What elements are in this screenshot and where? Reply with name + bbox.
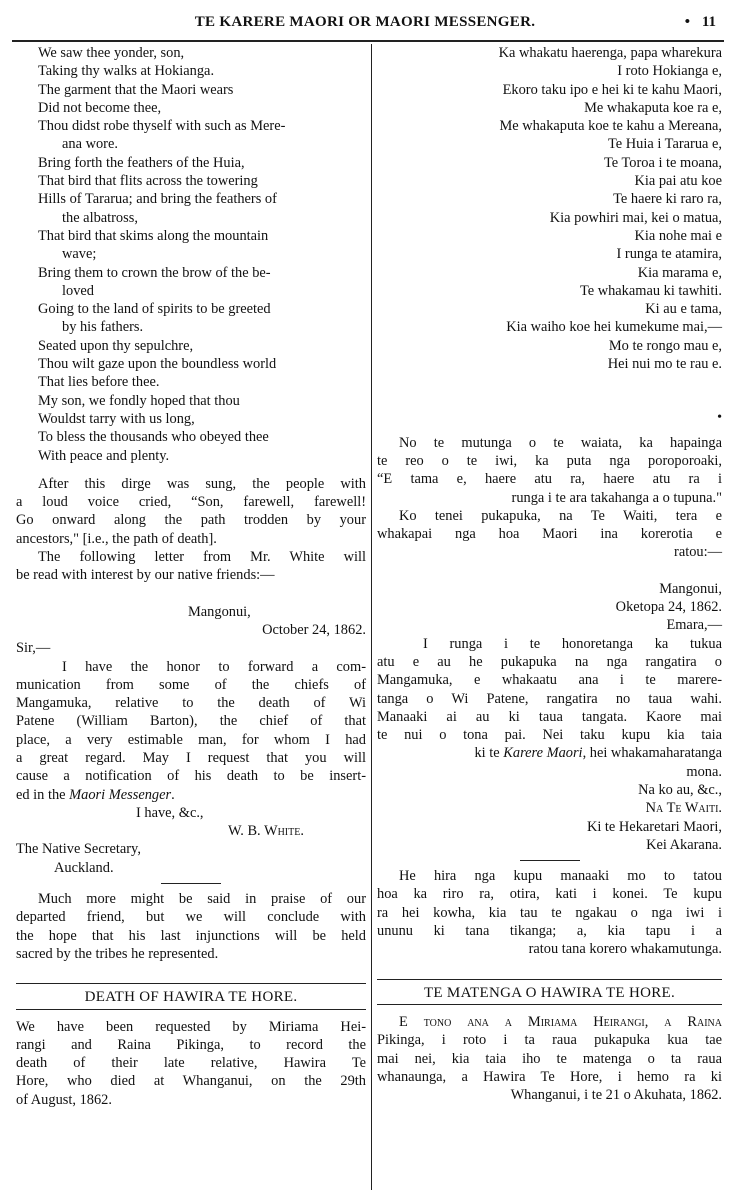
poem-line: Kia powhiri mai, kei o matua, bbox=[549, 209, 722, 226]
paragraph-line: We have been requested by Miriama Hei- bbox=[16, 1018, 366, 1035]
letter-line: mona. bbox=[686, 763, 722, 780]
paragraph-line: After this dirge was sung, the people with bbox=[38, 475, 366, 492]
letter-line: munication from some of the chiefs of bbox=[16, 676, 366, 693]
letter-line: Manaaki ai au ki taua tangata. Kaore mai bbox=[377, 708, 722, 725]
section-heading: TE MATENGA O HAWIRA TE HORE. bbox=[423, 984, 676, 1001]
section-rule bbox=[161, 883, 221, 884]
paragraph-line: whakapai nga hoa Maori ina korerotia e bbox=[377, 526, 722, 543]
letter-line: a great regard. May I request that you will bbox=[16, 749, 366, 766]
poem-line: wave; bbox=[62, 246, 97, 263]
paragraph-line: ancestors," [i.e., the path of death]. bbox=[16, 530, 217, 547]
section-rule bbox=[520, 860, 580, 861]
section-heading: DEATH OF HAWIRA TE HORE. bbox=[84, 989, 298, 1006]
poem-line: Kia marama e, bbox=[637, 264, 722, 281]
paragraph-line: E tono ana a Miriama Heirangi, a Raina bbox=[399, 1013, 722, 1030]
poem-line: Bring forth the feathers of the Huia, bbox=[38, 154, 245, 171]
poem-line: Kia nohe mai e bbox=[634, 227, 722, 244]
paragraph-line: death of their late relative, Hawira Te bbox=[16, 1055, 366, 1072]
poem-line: Seated upon thy sepulchre, bbox=[38, 337, 194, 354]
paragraph-line: hoa ka riro ra, otira, kati i konei. Te kupu bbox=[377, 886, 722, 903]
letter-line: I have the honor to forward a com- bbox=[62, 658, 366, 675]
letter-line bbox=[377, 744, 722, 762]
letter-line: Mangamuka, relative to the death of Wi bbox=[16, 695, 366, 712]
letter-signature: W. B. White. bbox=[228, 823, 304, 840]
poem-line: Te Toroa i te moana, bbox=[604, 154, 722, 171]
poem-line: Te Huia i Tararua e, bbox=[608, 136, 722, 153]
page-header bbox=[0, 14, 730, 40]
letter-line: Patene (William Barton), the chief of that bbox=[16, 713, 366, 730]
poem-line: I runga te atamira, bbox=[616, 246, 722, 263]
letter-closing: Na ko au, &c., bbox=[638, 781, 722, 798]
paragraph-line: No te mutunga o te waiata, ka hapainga bbox=[399, 434, 722, 451]
poem-line: Thou didst robe thyself with such as Mere- bbox=[38, 118, 286, 135]
letter-place: Mangonui, bbox=[188, 603, 251, 620]
poem-line: The garment that the Maori wears bbox=[38, 81, 234, 98]
paragraph-line: Go onward along the path trodden by your bbox=[16, 512, 366, 529]
poem-line: I roto Hokianga e, bbox=[617, 63, 722, 80]
poem-line: That bird that flits across the towering bbox=[38, 173, 258, 190]
letter-line: atu e au he pukapuka na nga rangatira o bbox=[377, 653, 722, 670]
paragraph-line: be read with interest by our native friends:— bbox=[16, 567, 275, 584]
poem-line: Wouldst tarry with us long, bbox=[38, 410, 195, 427]
letter-addressee: Kei Akarana. bbox=[646, 836, 722, 853]
letter-line bbox=[16, 786, 366, 804]
poem-line: We saw thee yonder, son, bbox=[38, 45, 185, 61]
poem-line: Kia waiho koe hei kumekume mai,— bbox=[506, 319, 722, 336]
paragraph-line: runga i te ara takahanga a o tupuna." bbox=[511, 489, 722, 506]
poem-line: the albatross, bbox=[62, 209, 138, 226]
heading-rule bbox=[16, 983, 366, 984]
header-rule bbox=[12, 40, 724, 42]
poem-line: My son, we fondly hoped that thou bbox=[38, 392, 240, 409]
poem-line: Me whakaputa koe ra e, bbox=[584, 99, 722, 116]
letter-signature: Na Te Waiti. bbox=[645, 800, 722, 817]
poem-line: ana wore. bbox=[62, 136, 118, 153]
paragraph-line: mai nei, kia taia iho te matenga o ta raua bbox=[377, 1050, 722, 1067]
letter-text: , hei whakamaharatanga bbox=[582, 745, 722, 762]
paragraph-line: Pikinga, i roto i ta raua pukapuka kua tae bbox=[377, 1032, 722, 1049]
column-divider bbox=[371, 44, 372, 1190]
page-number: 11 bbox=[701, 14, 716, 30]
poem-line: loved bbox=[62, 282, 94, 299]
poem-line: Hei nui mo te rau e. bbox=[607, 356, 722, 373]
poem-line: Thou wilt gaze upon the boundless world bbox=[38, 356, 277, 373]
english-column bbox=[16, 44, 366, 1109]
letter-line: te nui o tona pai. Nei taku kupu kia taia bbox=[377, 727, 722, 744]
letter-salutation: Emara,— bbox=[666, 617, 722, 634]
poem-line: Ekoro taku ipo e hei ki te kahu Maori, bbox=[502, 81, 722, 98]
poem-line: Taking thy walks at Hokianga. bbox=[38, 63, 215, 80]
paragraph-line: of August, 1862. bbox=[16, 1091, 112, 1108]
paragraph-line: te reo o te iwi, ka puta nga poroporoaki, bbox=[377, 452, 722, 469]
letter-date: Oketopa 24, 1862. bbox=[615, 599, 722, 616]
letter-line: cause a notification of his death to be insert- bbox=[16, 768, 366, 785]
poem-line: Bring them to crown the brow of the be- bbox=[38, 264, 271, 281]
letter-text: ed in the bbox=[16, 786, 66, 803]
letter-line: Mangamuka, e whakaatu ana i te marere- bbox=[377, 672, 722, 689]
poem-line: That bird that skims along the mountain bbox=[38, 227, 269, 244]
poem-line: Mo te rongo mau e, bbox=[608, 337, 722, 354]
letter-text: ki te bbox=[474, 745, 500, 762]
letter-addressee: Ki te Hekaretari Maori, bbox=[586, 818, 722, 835]
poem-line: Te whakamau ki tawhiti. bbox=[579, 282, 722, 299]
poem-line: Did not become thee, bbox=[38, 99, 162, 116]
poem-line: With peace and plenty. bbox=[38, 447, 170, 464]
poem-line: Going to the land of spirits to be greeted bbox=[38, 301, 271, 318]
newspaper-name: Maori Messenger bbox=[69, 786, 172, 803]
letter-line: I runga i te honoretanga ka tukua bbox=[423, 635, 722, 652]
header-dot: • bbox=[684, 14, 690, 30]
paragraph-line: ratou tana korero whakamutunga. bbox=[528, 941, 722, 958]
poem-line: Te haere ki raro ra, bbox=[613, 191, 722, 208]
heading-rule bbox=[377, 1004, 722, 1005]
paragraph-line: “E tama e, haere atu ra, haere atu ra i bbox=[377, 471, 722, 488]
newspaper-name: Karere Maori bbox=[503, 745, 583, 762]
newspaper-title: TE KARERE MAORI OR MAORI MESSENGER. bbox=[194, 14, 536, 30]
paragraph-line: Much more might be said in praise of our bbox=[38, 891, 366, 908]
paragraph-line: rangi and Raina Pikinga, to record the bbox=[16, 1036, 366, 1053]
paragraph-line: ununu ki tana tikanga; a, kia tapu i a bbox=[377, 923, 722, 940]
paragraph-line: whanaunga, a Hawira Te Hore, i hemo ra ki bbox=[377, 1068, 722, 1085]
paragraph-line: He hira nga kupu manaaki mo to tatou bbox=[399, 868, 722, 885]
letter-date: October 24, 1862. bbox=[262, 621, 366, 638]
poem-line: To bless the thousands who obeyed thee bbox=[38, 429, 269, 446]
letter-salutation: Sir,— bbox=[16, 640, 51, 657]
poem-line: Me whakaputa koe te kahu a Mereana, bbox=[499, 118, 722, 135]
letter-closing: I have, &c., bbox=[136, 804, 204, 821]
paragraph-line: Ko tenei pukapuka, na Te Waiti, tera e bbox=[399, 507, 722, 524]
heading-rule bbox=[377, 979, 722, 980]
paragraph-line: ra hei kowha, kia tau te ngakau o nga iwi i bbox=[377, 904, 722, 921]
letter-line: tanga o Wi Patene, rangatira no taua wahi. bbox=[377, 690, 722, 707]
heading-rule bbox=[16, 1009, 366, 1010]
letter-text: . bbox=[171, 786, 175, 803]
paragraph-line: The following letter from Mr. White will bbox=[38, 549, 366, 566]
paragraph-line: departed friend, but we will conclude with bbox=[16, 909, 366, 926]
letter-place: Mangonui, bbox=[659, 580, 722, 597]
poem-line: That lies before thee. bbox=[38, 374, 160, 391]
letter-line: place, a very estimable man, for whom I had bbox=[16, 731, 366, 748]
maori-column bbox=[377, 44, 722, 1104]
paragraph-line: ratou:— bbox=[674, 544, 722, 561]
paragraph-line: the hope that his last injunctions will be held bbox=[16, 927, 366, 944]
paragraph-line: Whanganui, i te 21 o Akuhata, 1862. bbox=[510, 1087, 722, 1104]
poem-line: Ki au e tama, bbox=[645, 301, 722, 318]
poem-line: Hills of Tararua; and bring the feathers of bbox=[38, 191, 277, 208]
poem-line: by his fathers. bbox=[62, 319, 144, 336]
poem-line: Ka whakatu haerenga, papa wharekura bbox=[498, 45, 722, 61]
letter-addressee: Auckland. bbox=[54, 859, 114, 876]
poem-line: Kia pai atu koe bbox=[634, 173, 722, 190]
letter-addressee: The Native Secretary, bbox=[16, 841, 141, 858]
paragraph-line: sacred by the tribes he represented. bbox=[16, 945, 219, 962]
paragraph-line: a loud voice cried, “Son, farewell, farewell! bbox=[16, 494, 366, 511]
paragraph-line: Hore, who died at Whanganui, on the 29th bbox=[16, 1073, 366, 1090]
ornament-bullet: • bbox=[717, 410, 722, 426]
